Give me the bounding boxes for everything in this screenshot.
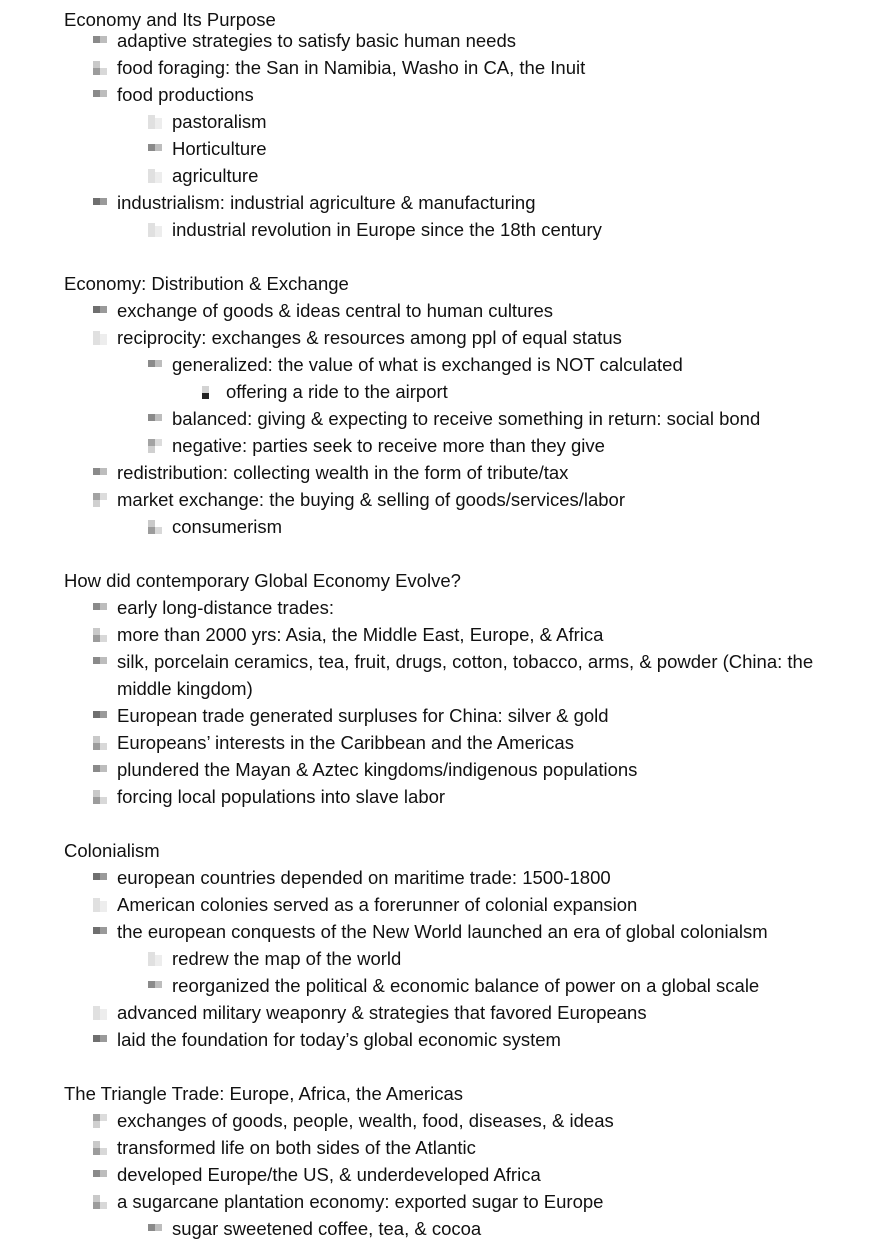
list-item-text: food productions [117,84,254,105]
list-item-text: more than 2000 yrs: Asia, the Middle East, Europe, & Africa [117,624,604,645]
list-item-text: American colonies served as a forerunner of colonial expansion [117,894,638,915]
list-item-text: European trade generated surpluses for China: silver & gold [117,705,609,726]
list-item [172,216,602,243]
section-heading: The Triangle Trade: Europe, Africa, the Americas [64,1083,463,1104]
list-item [117,1026,561,1053]
bullet-icon [93,1114,107,1128]
bullet-icon [93,1141,107,1155]
bullet-icon [93,196,107,210]
bullet-icon [148,979,162,993]
list-item [117,648,817,702]
bullet-icon [148,520,162,534]
bullet-icon [202,385,216,399]
list-item [117,891,637,918]
bullet-icon [148,358,162,372]
list-item-text: Horticulture [172,138,267,159]
bullet-icon [93,61,107,75]
bullet-icon [93,898,107,912]
bullet-icon [93,1195,107,1209]
list-item [117,756,637,783]
list-item [117,729,574,756]
list-item [172,1215,481,1242]
list-item [172,351,683,378]
list-item-text: industrialism: industrial agriculture & manufacturing [117,192,536,213]
list-item-text: agriculture [172,165,259,186]
list-item-text: industrial revolution in Europe since the 18th century [172,219,602,240]
list-item [117,918,768,945]
list-item [117,324,622,351]
list-item-text: negative: parties seek to receive more than they give [172,435,605,456]
list-item [117,621,603,648]
list-item-text: generalized: the value of what is exchanged is NOT calculated [172,354,683,375]
list-item [117,297,553,324]
list-item-text: the european conquests of the New World launched an era of global colonialsm [117,921,768,942]
bullet-icon [93,655,107,669]
list-item-text: redistribution: collecting wealth in the form of tribute/tax [117,462,569,483]
list-item-text: a sugarcane plantation economy: exported sugar to Europe [117,1191,604,1212]
list-item [117,27,516,54]
list-item-text: pastoralism [172,111,267,132]
list-item [117,486,625,513]
bullet-icon [93,1168,107,1182]
list-item [226,378,448,405]
bullet-icon [148,223,162,237]
list-item [117,189,536,216]
bullet-icon [93,88,107,102]
list-item-text: reorganized the political & economic balance of power on a global scale [172,975,760,996]
list-item [117,1188,603,1215]
section-heading: Economy and Its Purpose [64,9,276,30]
list-item-text: redrew the map of the world [172,948,402,969]
bullet-icon [148,1222,162,1236]
list-item-text: transformed life on both sides of the Atlantic [117,1137,476,1158]
list-item-text: reciprocity: exchanges & resources among ppl of equal status [117,327,622,348]
list-item [117,702,609,729]
bullet-icon [93,709,107,723]
bullet-icon [93,871,107,885]
list-item-text: sugar sweetened coffee, tea, & cocoa [172,1218,482,1239]
list-item [117,1134,476,1161]
list-item-text: european countries depended on maritime trade: 1500-1800 [117,867,611,888]
bullet-icon [148,952,162,966]
list-item [117,1107,614,1134]
list-item-text: consumerism [172,516,282,537]
list-item [117,783,445,810]
list-item [117,54,585,81]
bullet-icon [93,1006,107,1020]
bullet-icon [93,331,107,345]
list-item-text: exchange of goods & ideas central to human cultures [117,300,554,321]
list-item-text: balanced: giving & expecting to receive something in return: social bond [172,408,761,429]
list-item-text: adaptive strategies to satisfy basic human needs [117,30,517,51]
bullet-icon [93,601,107,615]
bullet-icon [93,925,107,939]
list-item [172,162,258,189]
list-item [117,459,568,486]
list-item [117,999,647,1026]
list-item-text: laid the foundation for today’s global economic system [117,1029,561,1050]
bullet-icon [93,466,107,480]
list-item [172,972,759,999]
list-item-text: advanced military weaponry & strategies that favored Europeans [117,1002,647,1023]
list-item [172,513,282,540]
list-item-text: exchanges of goods, people, wealth, food, diseases, & ideas [117,1110,614,1131]
list-item-text: forcing local populations into slave labor [117,786,446,807]
bullet-icon [93,1033,107,1047]
section-heading: How did contemporary Global Economy Evolve? [64,570,461,591]
bullet-icon [93,304,107,318]
bullet-icon [148,412,162,426]
list-item-text: market exchange: the buying & selling of goods/services/labor [117,489,626,510]
list-item-text: food foraging: the San in Namibia, Washo in CA, the Inuit [117,57,586,78]
bullet-icon [93,493,107,507]
list-item-text: early long-distance trades: [117,597,334,618]
bullet-icon [148,115,162,129]
bullet-icon [148,169,162,183]
bullet-icon [93,790,107,804]
list-item [117,864,611,891]
bullet-icon [93,763,107,777]
bullet-icon [93,736,107,750]
bullet-icon [93,34,107,48]
list-item [172,432,605,459]
list-item [172,135,267,162]
bullet-icon [148,142,162,156]
section-heading: Economy: Distribution & Exchange [64,273,349,294]
bullet-icon [148,439,162,453]
list-item-text: silk, porcelain ceramics, tea, fruit, drugs, cotton, tobacco, arms, & powder (China: the middle kingdom) [117,651,814,699]
list-item [172,405,760,432]
list-item-text: offering a ride to the airport [226,381,448,402]
list-item [172,108,267,135]
list-item [117,594,334,621]
list-item [172,945,401,972]
list-item [117,81,254,108]
bullet-icon [93,628,107,642]
list-item-text: Europeans’ interests in the Caribbean and the Americas [117,732,574,753]
section-heading: Colonialism [64,840,160,861]
list-item-text: plundered the Mayan & Aztec kingdoms/indigenous populations [117,759,638,780]
list-item-text: developed Europe/the US, & underdeveloped Africa [117,1164,541,1185]
list-item [117,1161,541,1188]
